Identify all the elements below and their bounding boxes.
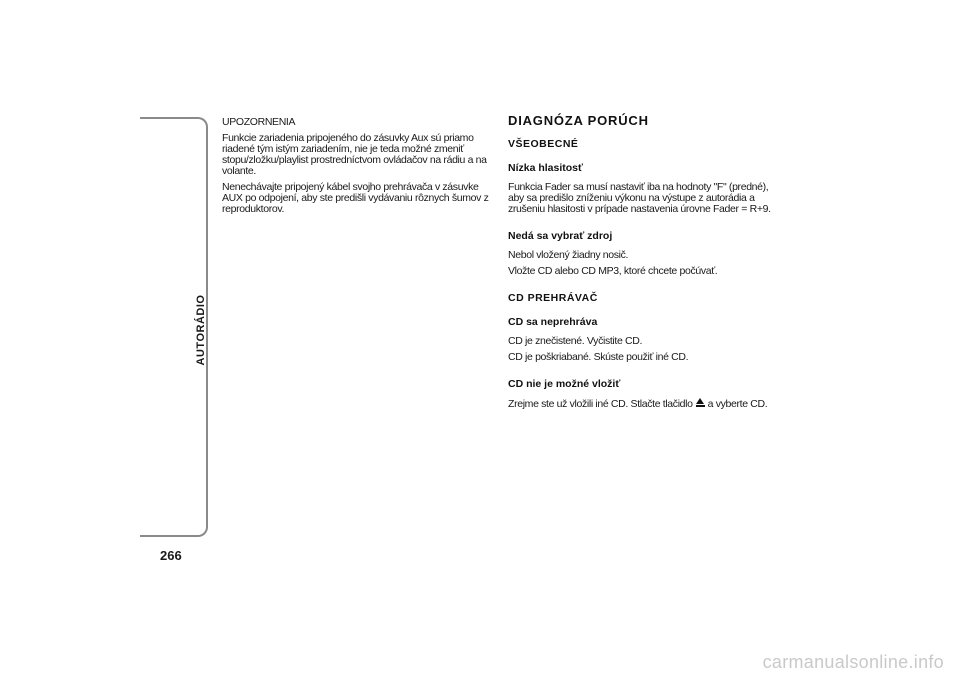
item-text: Vložte CD alebo CD MP3, ktoré chcete počúvať. [508, 265, 718, 277]
item-text: Funkcia Fader sa musí nastaviť iba na hodnoty "F" (predné), aby sa predišlo zníženiu výkonu na výstupe z autorádia a zrušeniu hlasitosti v prípade nastavenia úrovne Fader = R+9. [508, 181, 771, 215]
right-column [508, 115, 778, 426]
eject-icon [696, 398, 705, 408]
item-text [508, 398, 778, 410]
general-heading: VŠEOBECNÉ [508, 138, 579, 150]
cd-player-heading: CD PREHRÁVAČ [508, 292, 598, 304]
item-text: CD je znečistené. Vyčistite CD. [508, 335, 643, 347]
watermark: carmanualsonline.info [762, 652, 944, 672]
item-no-source [508, 231, 778, 277]
item-cd-cannot-insert [508, 379, 778, 410]
warning-paragraph-1: Funkcie zariadenia pripojeného do zásuvky Aux sú priamo riadené tým istým zariadením, nie je teda možné zmeniť stopu/zložku/playlist prostredníctvom ovládačov na rádiu a na volante. [222, 132, 487, 177]
warning-paragraph-2: Nenechávajte pripojený kábel svojho prehrávača v zásuvke AUX po odpojení, aby ste predišli vydávaniu rôznych šumov z reproduktorov. [222, 181, 489, 215]
item-text-after: a vyberte CD. [707, 398, 768, 410]
item-text: CD je poškriabané. Skúste použiť iné CD. [508, 351, 689, 363]
item-title: Nízka hlasitosť [508, 162, 584, 174]
diagnosis-title: DIAGNÓZA PORÚCH [508, 113, 649, 128]
page-number: 266 [160, 548, 182, 563]
item-title: CD sa neprehráva [508, 316, 598, 328]
item-title: Nedá sa vybrať zdroj [508, 230, 613, 242]
warnings-heading: UPOZORNENIA [222, 116, 296, 128]
item-text: Nebol vložený žiadny nosič. [508, 249, 629, 261]
left-column [222, 117, 490, 220]
item-cd-not-playing [508, 317, 778, 363]
section-title-vertical: AUTORÁDIO [195, 294, 207, 366]
item-low-volume [508, 163, 778, 215]
item-title: CD nie je možné vložiť [508, 378, 621, 390]
item-text-before: Zrejme ste už vložili iné CD. Stlačte tlačidlo [508, 398, 693, 410]
